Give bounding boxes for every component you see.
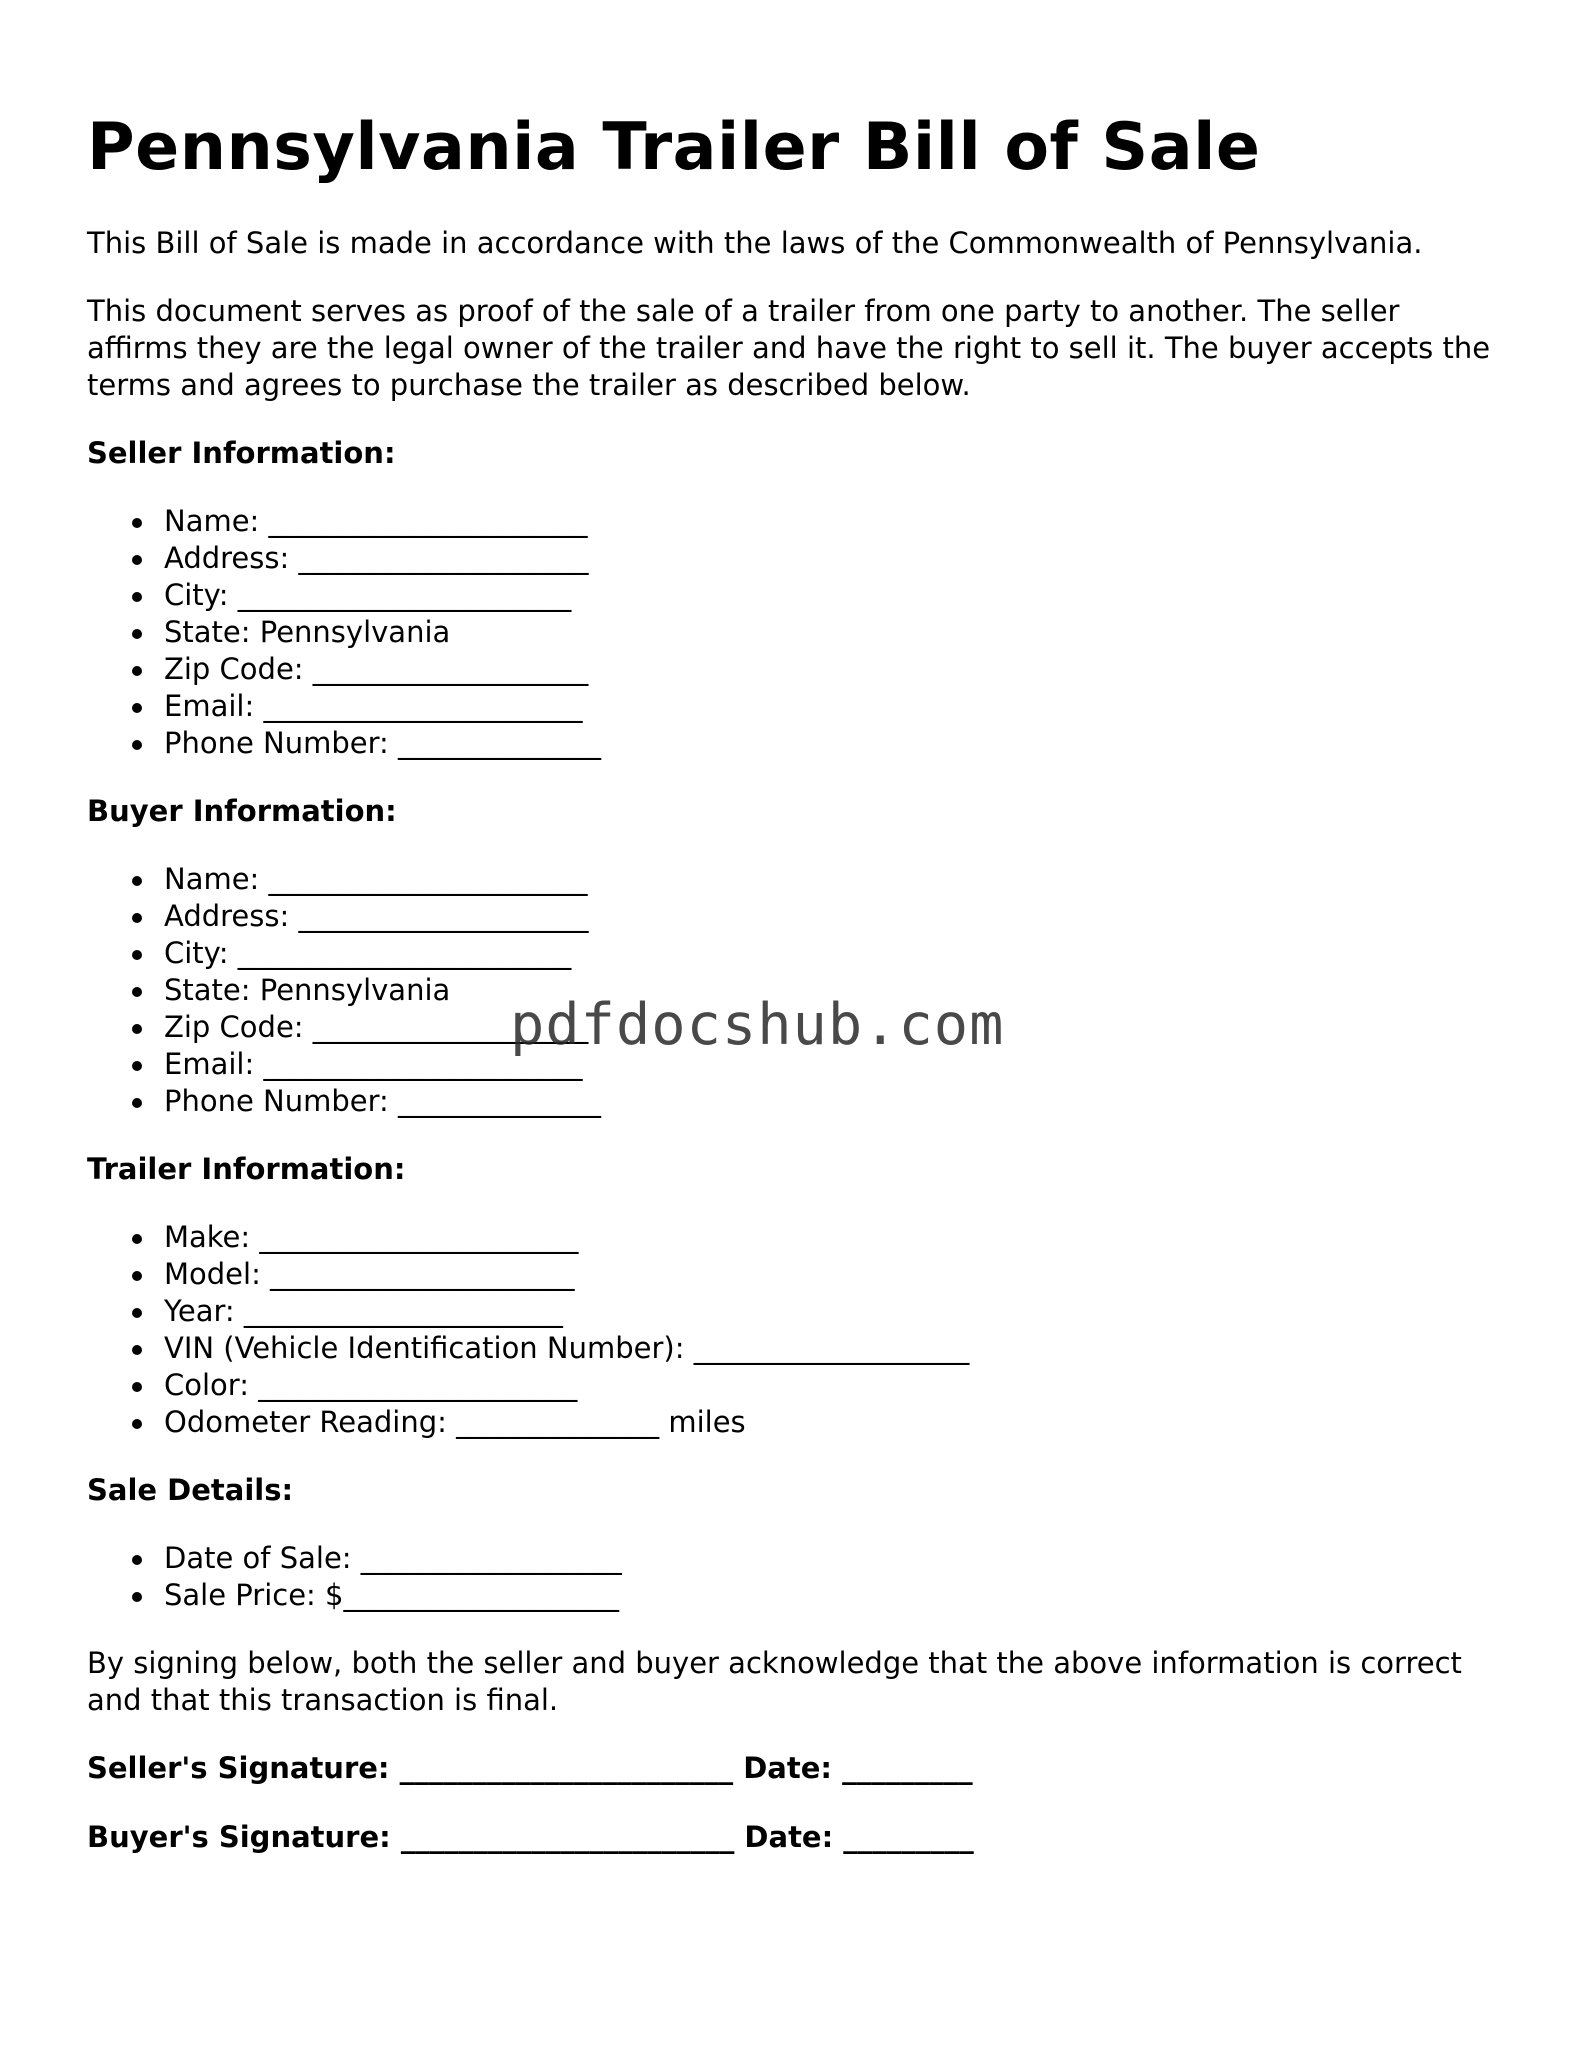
- purpose-paragraph: This document serves as proof of the sale of a trailer from one party to another. The seller affirms they are the legal owner of the trailer and have the right to sell it. The buyer accepts the terms and agrees to purchase the trailer as described below.: [87, 294, 1491, 402]
- trailer-info-list: [87, 1219, 1507, 1441]
- seller-name-field: Name: ______________________: [164, 503, 1507, 540]
- buyer-address-field: Address: ____________________: [164, 898, 1507, 935]
- sale-price-field: Sale Price: $___________________: [164, 1577, 1507, 1614]
- buyer-phone-field: Phone Number: ______________: [164, 1083, 1507, 1120]
- buyer-zip-field: Zip Code: ___________________: [164, 1009, 1507, 1046]
- trailer-section-heading: Trailer Information:: [87, 1152, 406, 1186]
- buyer-state-field: State: Pennsylvania: [164, 972, 1507, 1009]
- seller-city-field: City: _______________________: [164, 577, 1507, 614]
- sale-details-list: [87, 1540, 1507, 1614]
- sale-section-heading: Sale Details:: [87, 1473, 294, 1507]
- watermark: pdfdocshub.com: [510, 992, 1005, 1058]
- sale-date-field: Date of Sale: __________________: [164, 1540, 1507, 1577]
- seller-email-field: Email: ______________________: [164, 688, 1507, 725]
- acknowledgement-paragraph: By signing below, both the seller and buyer acknowledge that the above information is correct and that this transaction is final.: [87, 1646, 1462, 1717]
- trailer-color-field: Color: ______________________: [164, 1367, 1507, 1404]
- intro-paragraph: This Bill of Sale is made in accordance with the laws of the Commonwealth of Pennsylvania.: [87, 226, 1423, 260]
- buyer-section-heading: Buyer Information:: [87, 794, 397, 828]
- seller-zip-field: Zip Code: ___________________: [164, 651, 1507, 688]
- seller-phone-field: Phone Number: ______________: [164, 725, 1507, 762]
- seller-section-heading: Seller Information:: [87, 436, 396, 470]
- seller-state-field: State: Pennsylvania: [164, 614, 1507, 651]
- trailer-model-field: Model: _____________________: [164, 1256, 1507, 1293]
- trailer-make-field: Make: ______________________: [164, 1219, 1507, 1256]
- document-title: Pennsylvania Trailer Bill of Sale: [87, 110, 1261, 185]
- buyer-name-field: Name: ______________________: [164, 861, 1507, 898]
- seller-info-list: [87, 503, 1507, 762]
- buyer-signature-line: Buyer's Signature: _______________________ Date: _________: [87, 1820, 974, 1854]
- seller-address-field: Address: ____________________: [164, 540, 1507, 577]
- trailer-odometer-field: Odometer Reading: ______________ miles: [164, 1404, 1507, 1441]
- seller-signature-line: Seller's Signature: _______________________ Date: _________: [87, 1751, 973, 1785]
- buyer-email-field: Email: ______________________: [164, 1046, 1507, 1083]
- trailer-year-field: Year: ______________________: [164, 1293, 1507, 1330]
- buyer-city-field: City: _______________________: [164, 935, 1507, 972]
- trailer-vin-field: VIN (Vehicle Identification Number): ___________________: [164, 1330, 1507, 1367]
